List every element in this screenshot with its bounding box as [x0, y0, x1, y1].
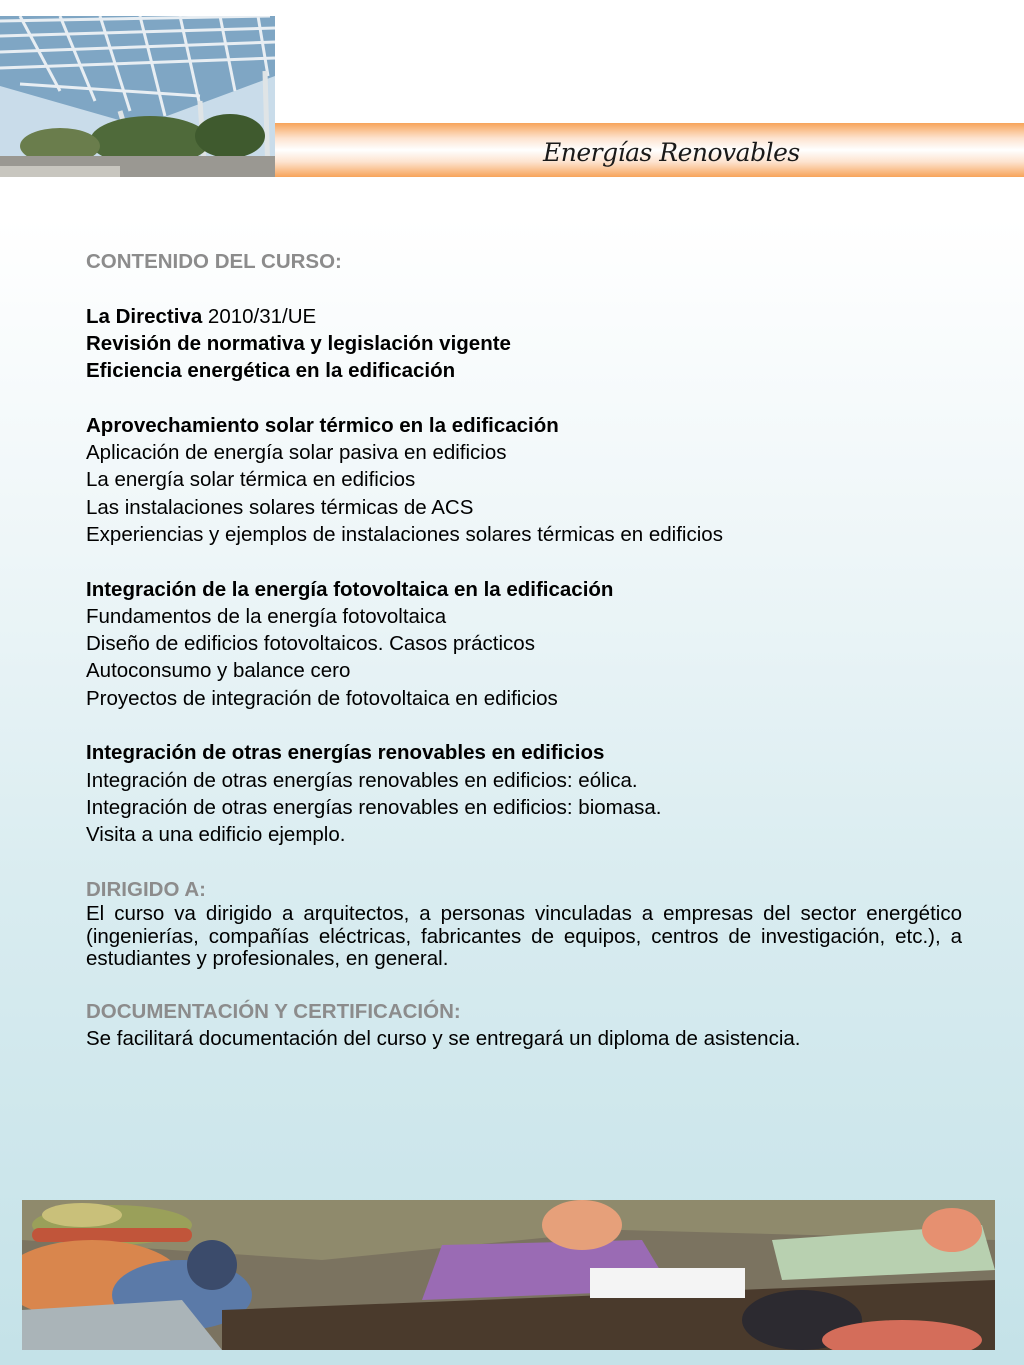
solar-panels-illustration — [0, 16, 275, 177]
list-item: Las instalaciones solares térmicas de ACS — [86, 495, 474, 519]
list-item: Aplicación de energía solar pasiva en edificios — [86, 441, 507, 465]
audience-text: El curso va dirigido a arquitectos, a personas vinculadas a empresas del sector energético (ingenierías, compañías eléctricas, fabricantes de equipos, centros de investigación, etc.), a estudiantes y profesionales, en general. — [86, 902, 962, 971]
contents-heading: CONTENIDO DEL CURSO: — [86, 250, 342, 273]
list-item: Fundamentos de la energía fotovoltaica — [86, 604, 447, 628]
meeting-clipart — [22, 1200, 995, 1350]
list-item: Integración de otras energías renovables en edificios: eólica. — [86, 768, 638, 792]
directive-label: La Directiva — [86, 304, 203, 328]
course-content — [86, 248, 962, 1053]
section-title-solar-thermal: Aprovechamiento solar térmico en la edificación — [86, 413, 559, 437]
section-title-photovoltaic: Integración de la energía fotovoltaica en la edificación — [86, 577, 614, 601]
list-item: La energía solar térmica en edificios — [86, 468, 416, 492]
list-item: Visita a una edificio ejemplo. — [86, 823, 346, 847]
certification-text: Se facilitará documentación del curso y se entregará un diploma de asistencia. — [86, 1027, 801, 1051]
meeting-illustration — [22, 1200, 995, 1350]
list-item: Proyectos de integración de fotovoltaica en edificios — [86, 686, 558, 710]
certification-heading: DOCUMENTACIÓN Y CERTIFICACIÓN: — [86, 999, 461, 1023]
directive-line — [86, 303, 962, 330]
section-title-other-renewables: Integración de otras energías renovables en edificios — [86, 741, 605, 765]
list-item: Experiencias y ejemplos de instalaciones solares térmicas en edificios — [86, 522, 723, 546]
list-item: Diseño de edificios fotovoltaicos. Casos prácticos — [86, 632, 535, 656]
audience-heading: DIRIGIDO A: — [86, 877, 206, 901]
list-item: Autoconsumo y balance cero — [86, 659, 351, 683]
list-item: Integración de otras energías renovables en edificios: biomasa. — [86, 795, 662, 819]
solar-panels-photo — [0, 16, 275, 177]
intro-item: Eficiencia energética en la edificación — [86, 359, 456, 383]
directive-number: 2010/31/UE — [202, 304, 317, 328]
page-title: Energías Renovables — [543, 138, 800, 167]
intro-item: Revisión de normativa y legislación vigente — [86, 331, 511, 355]
